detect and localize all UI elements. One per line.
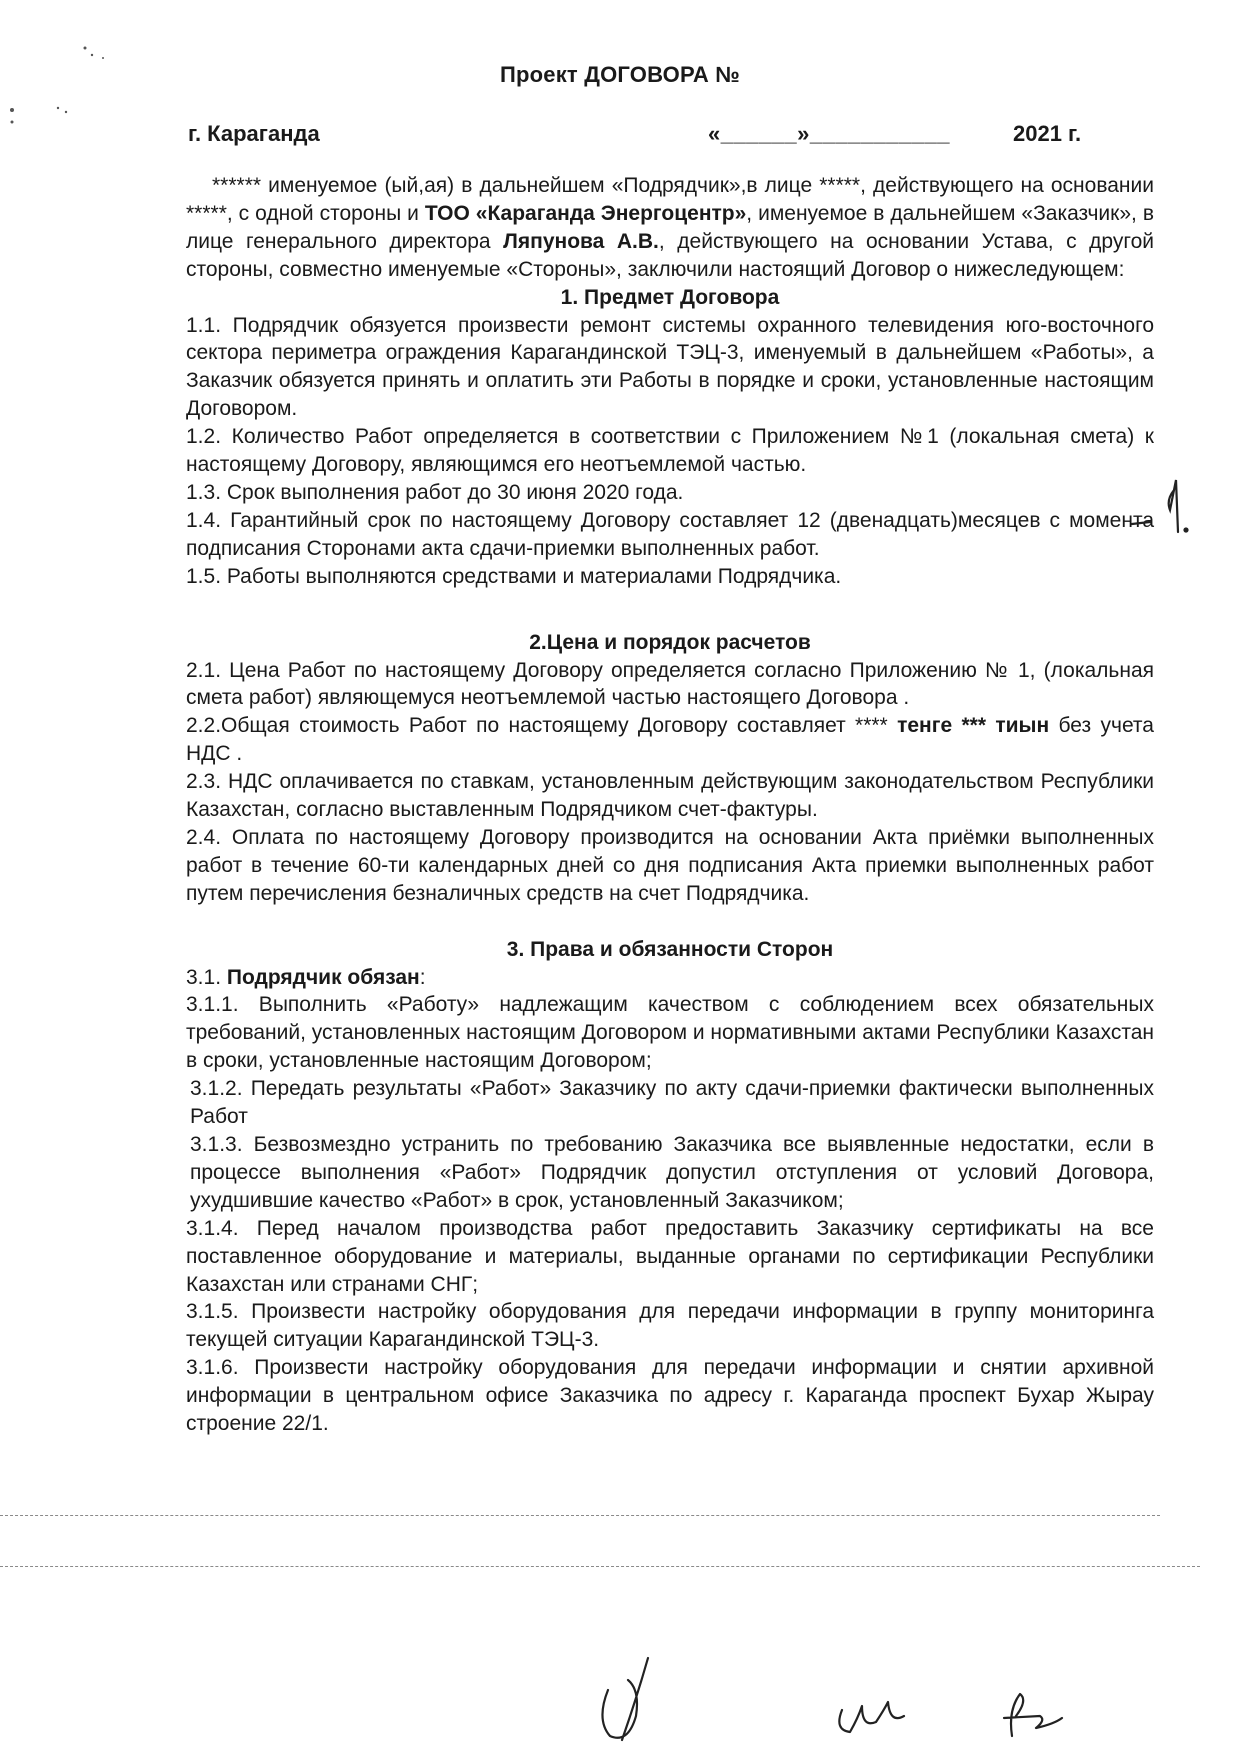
year-label: 2021 г. [1013, 121, 1082, 146]
clause-1-3: 1.3. Срок выполнения работ до 30 июня 2020 года. [186, 480, 684, 504]
section-2-heading: 2.Цена и порядок расчетов [529, 630, 811, 654]
preamble-text-3: , действующего на основании Устава, с другой стороны, совместно именуемые «Стороны», заключили настоящий Договор о нижеследующем: [186, 229, 1154, 281]
clause-1-1: 1.1. Подрядчик обязуется произвести ремонт системы охранного телевидения юго-восточного сектора периметра ограждения Карагандинской ТЭЦ-3, именуемый в дальнейшем «Работы», а Заказчик обязуется принять и оплатить эти Работы в порядке и сроки, установленные настоящим Договором. [186, 313, 1154, 421]
clause-3-1-3: 3.1.3. Безвозмездно устранить по требованию Заказчика все выявленные недостатки, если в процессе выполнения «Работ» Подрядчик допустил отступления от условий Договора, ухудшившие качество «Работ» в срок, установленный Заказчиком; [190, 1133, 1154, 1212]
clause-2-4: 2.4. Оплата по настоящему Договору производится на основании Акта приёмки выполненных работ в течение 60-ти календарных дней со дня подписания Акта приемки выполненных работ путем перечисления безналичных средств на счет Подрядчика. [186, 825, 1154, 905]
document-title: Проект ДОГОВОРА № [499, 62, 741, 87]
clause-3-1-5: 3.1.5. Произвести настройку оборудования для передачи информации в группу мониторинга текущей ситуации Карагандинской ТЭЦ-3. [186, 1300, 1154, 1352]
clause-2-1: 2.1. Цена Работ по настоящему Договору определяется согласно Приложению № 1, (локальная смета работ) являющемуся неотъемлемой частью настоящего Договора . [186, 658, 1154, 710]
clause-1-5: 1.5. Работы выполняются средствами и материалами Подрядчика. [186, 564, 842, 588]
city-label: г. Караганда [188, 121, 320, 146]
clause-1-4: 1.4. Гарантийный срок по настоящему Договору составляет 12 (двенадцать)месяцев с момента подписания Сторонами акта сдачи-приемки выполненных работ. [186, 508, 1154, 560]
clause-3-1-title: Подрядчик обязан [226, 965, 420, 989]
customer-company-name: ТОО «Караганда Энергоцентр» [424, 201, 747, 225]
preamble-text-1: ****** именуемое (ый,ая) в дальнейшем «Подрядчик»,в лице *****, действующего на основании *****, с одной стороны и [186, 174, 1154, 225]
clause-2-2-text: 2.2.Общая стоимость Работ по настоящему Договору составляет **** [186, 714, 898, 738]
section-1-heading: 1. Предмет Договора [560, 285, 780, 309]
clause-3-1-1: 3.1.1. Выполнить «Работу» надлежащим качеством с соблюдением всех обязательных требований, установленных настоящим Договором и нормативными актами Республики Казахстан в сроки, установленные настоящим Договором; [186, 993, 1154, 1073]
clause-3-1-4: 3.1.4. Перед началом производства работ предоставить Заказчику сертификаты на все поставленное оборудование и материалы, выданные органами по сертификации Республики Казахстан или странами СНГ; [186, 1216, 1154, 1296]
clause-1-2: 1.2. Количество Работ определяется в соответствии с Приложением №1 (локальная смета) к настоящему Договору, являющимся его неотъемлемой частью. [186, 425, 1154, 477]
clause-3-1-colon: : [419, 965, 426, 989]
preamble-text-2: , именуемое в дальнейшем «Заказчик», в лице генерального директора [186, 201, 1154, 253]
director-name: Ляпунова А.В. [503, 229, 659, 253]
date-blank: «______»___________ [708, 121, 950, 146]
clause-2-2-vat-note: без учета НДС . [186, 714, 1154, 766]
section-3-heading: 3. Права и обязанности Сторон [506, 937, 834, 961]
clause-2-2-currency: тенге *** тиын [897, 714, 1050, 738]
clause-3-1-2: 3.1.2. Передать результаты «Работ» Заказчику по акту сдачи-приемки фактически выполненных Работ [190, 1077, 1154, 1129]
initials-signatures [602, 1658, 1062, 1740]
margin-annotation [1132, 480, 1188, 532]
clause-3-1-number: 3.1. [186, 965, 227, 989]
clause-3-1-6: 3.1.6. Произвести настройку оборудования для передачи информации и снятии архивной информации в центральном офисе Заказчика по адресу г. Караганда проспект Бухар Жырау строение 22/1. [186, 1356, 1154, 1436]
clause-2-3: 2.3. НДС оплачивается по ставкам, установленным действующим законодательством Республики Казахстан, согласно выставленным Подрядчиком счет-фактуры. [186, 770, 1154, 822]
margin-dots [10, 47, 104, 124]
